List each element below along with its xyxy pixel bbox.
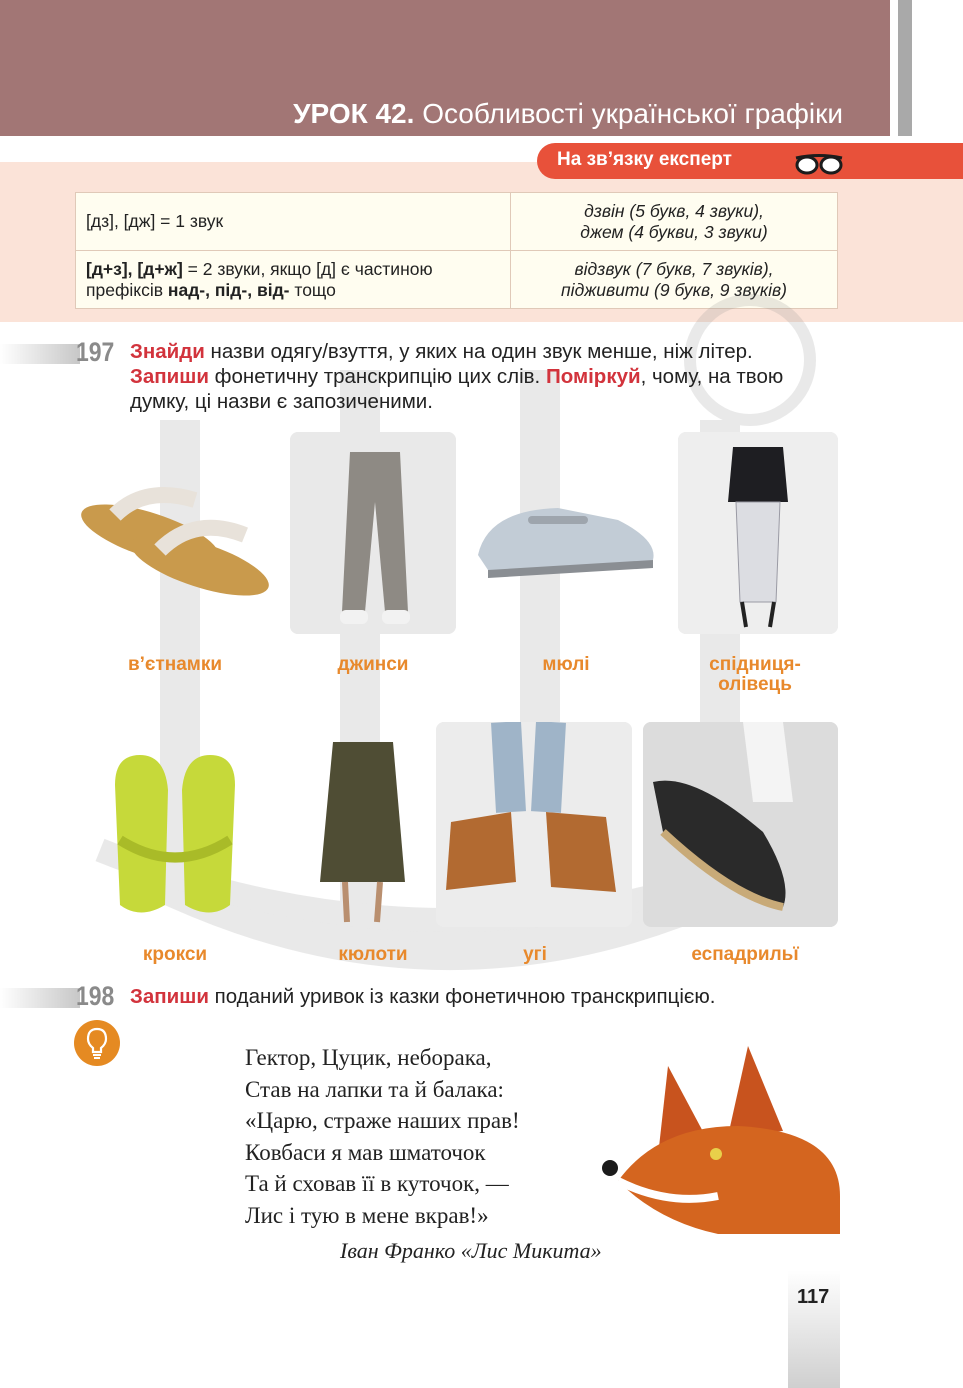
- rule-sounds: [д+з], [д+ж]: [86, 258, 183, 279]
- jeans-photo: [290, 432, 456, 634]
- task-198-strip: [0, 988, 80, 1008]
- keyword-write: Запиши: [130, 365, 209, 388]
- lightbulb-icon: [74, 1020, 120, 1066]
- espadrilles-photo: [643, 722, 838, 927]
- caption-pencil-skirt: спідниця-олівець: [709, 654, 801, 695]
- header-side-bar: [898, 0, 912, 136]
- rule-text: = 2 звуки, якщо [д] є частиною префіксів: [86, 258, 433, 300]
- task-197-text-1: назви одягу/взуття, у яких на один звук менше, ніж літер.: [204, 340, 753, 363]
- poem-line: Став на лапки та й балака:: [245, 1076, 504, 1102]
- poem-line: Та й сховав її в куточок, —: [245, 1171, 509, 1196]
- caption-culottes: кюлоти: [338, 944, 408, 965]
- task-198-text: [130, 984, 790, 1009]
- task-197-number: 197: [76, 337, 115, 367]
- caption-mules: мюлі: [542, 654, 590, 675]
- keyword-write: Запиши: [130, 985, 209, 1008]
- caption-sandals: в’єтнамки: [127, 654, 223, 675]
- poem-line: Лис і тую в мене вкрав!»: [245, 1202, 489, 1228]
- pencil-skirt-photo: [678, 432, 838, 634]
- table-row: [76, 193, 838, 251]
- example-cell: [511, 193, 838, 251]
- caption-jeans: джинси: [337, 654, 409, 675]
- example-line: джем (4 букви, 3 звуки): [580, 221, 768, 242]
- task-198-text-1: поданий уривок із казки фонетичною транскрипцією.: [208, 985, 716, 1008]
- mules-photo: [468, 480, 663, 590]
- rule-prefixes: над-, під-, від-: [167, 279, 290, 300]
- example-line: відзвук (7 букв, 7 звуків),: [574, 258, 774, 279]
- rule-cell: [76, 193, 511, 251]
- rule-text-end: тощо: [289, 279, 336, 300]
- task-197-text-2: фонетичну транскрипцію цих слів.: [208, 365, 546, 388]
- fox-illustration: [598, 1046, 840, 1234]
- task-197-text-3: , чому, на твою думку, ці назви є запозиченими.: [130, 365, 784, 413]
- task-197-strip: [0, 344, 80, 364]
- expert-tab: [537, 143, 963, 179]
- poem: [245, 1042, 520, 1231]
- poem-author: Іван Франко «Лис Микита»: [340, 1238, 602, 1263]
- poem-line: «Царю, страже наших прав!: [245, 1108, 520, 1133]
- caption-uggs: угі: [523, 944, 547, 965]
- lesson-label: УРОК 42.: [293, 98, 415, 129]
- culottes-photo: [305, 722, 420, 927]
- caption-crocs: крокси: [142, 944, 208, 965]
- glasses-icon: [793, 150, 845, 176]
- task-197-text: [130, 339, 810, 414]
- crocs-photo: [100, 745, 250, 925]
- example-line: підживити (9 букв, 9 звуків): [561, 279, 787, 300]
- keyword-think: Поміркуй: [545, 365, 641, 388]
- page-number: 117: [797, 1286, 830, 1308]
- sandals-photo: [75, 455, 270, 620]
- uggs-photo: [436, 722, 632, 927]
- example-line: дзвін (5 букв, 4 звуки),: [584, 200, 764, 221]
- lesson-title: [293, 98, 843, 130]
- lesson-topic: Особливості української графіки: [422, 98, 843, 129]
- keyword-find: Знайди: [130, 340, 205, 363]
- poem-line: Гектор, Цуцик, неборака,: [245, 1045, 492, 1070]
- rule-text: [дз], [дж] = 1 звук: [86, 211, 224, 231]
- caption-espadrilles: еспадрильї: [691, 944, 799, 965]
- task-198-number: 198: [76, 981, 115, 1011]
- expert-tab-label: На зв’язку експерт: [557, 149, 732, 170]
- poem-line: Ковбаси я мав шматочок: [245, 1139, 486, 1165]
